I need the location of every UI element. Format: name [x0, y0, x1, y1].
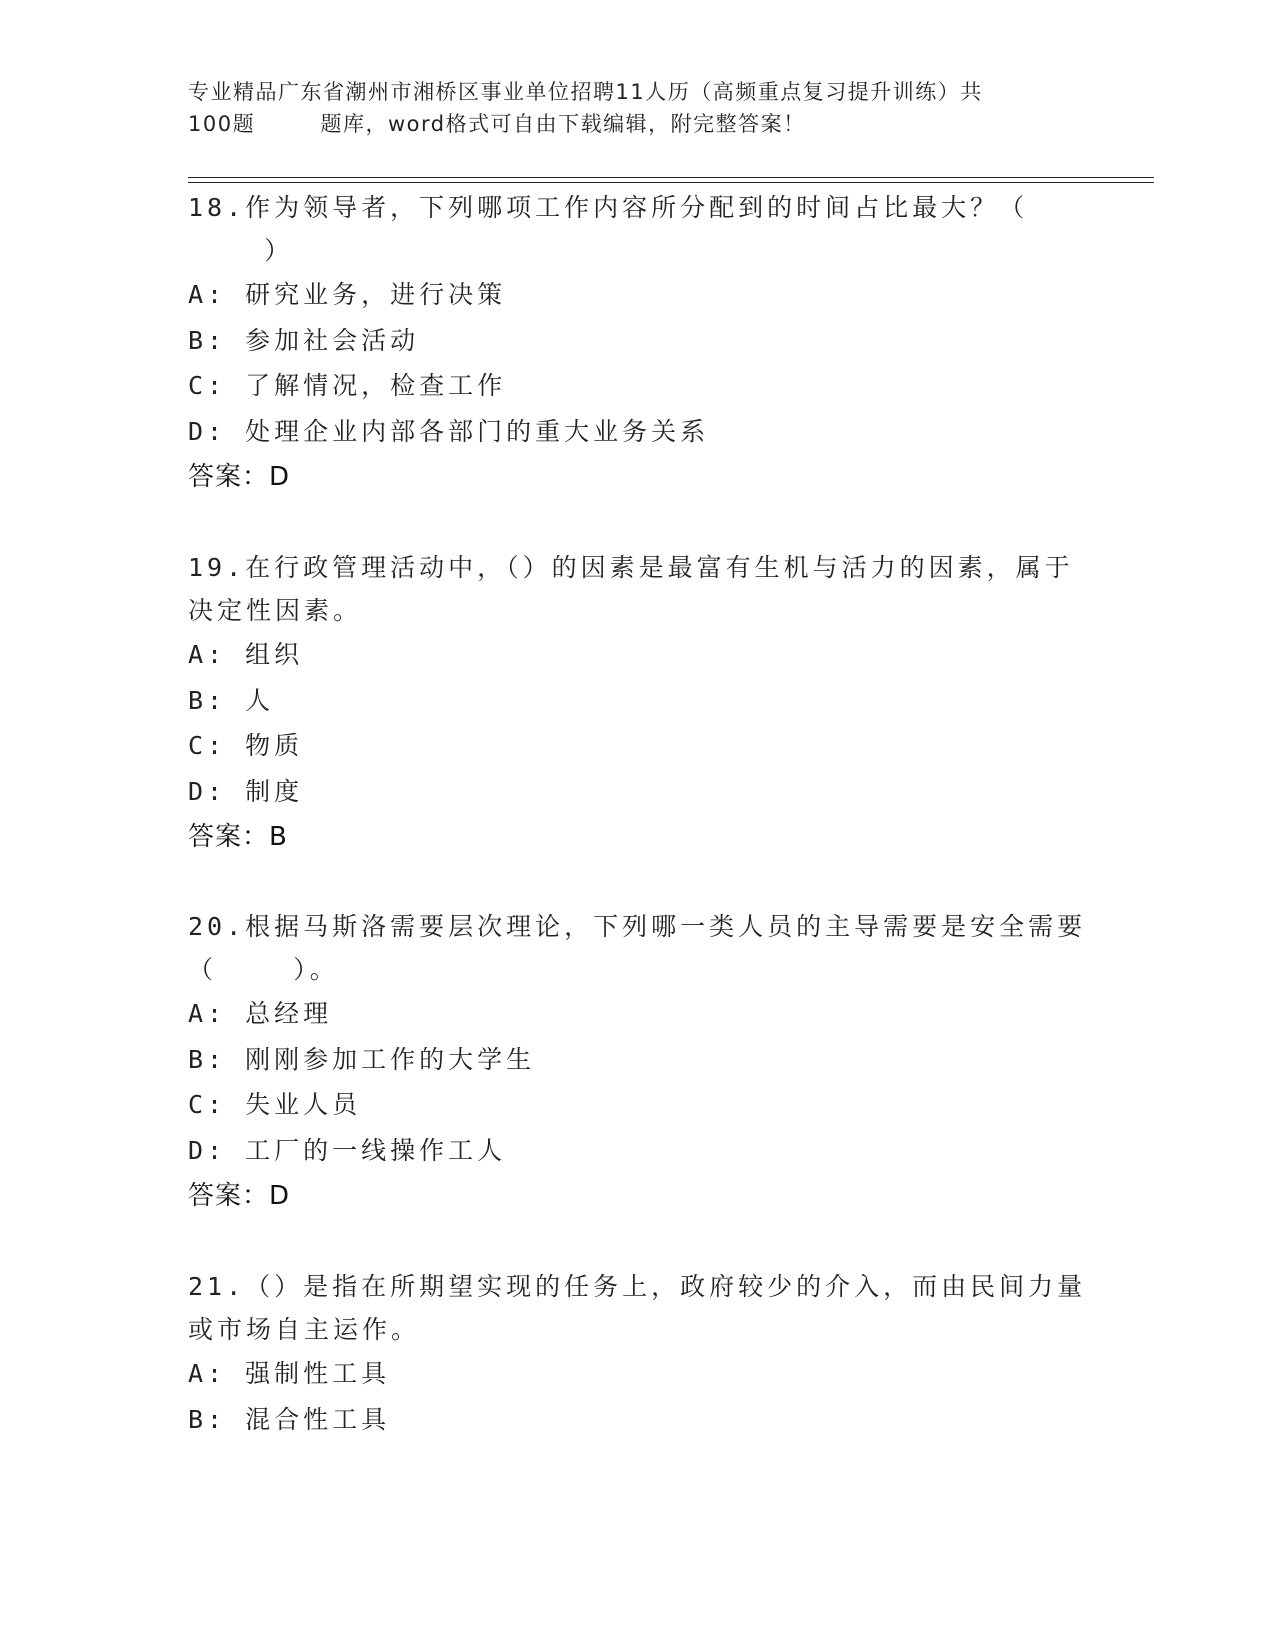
question-stem-line2: （ ）。: [188, 955, 339, 984]
option-b: B: 人: [188, 685, 275, 715]
option-b: B: 参加社会活动: [188, 325, 420, 355]
option-d: D: 制度: [188, 776, 304, 806]
option-d: D: 处理企业内部各部门的重大业务关系: [188, 416, 710, 446]
option-b: B: 刚刚参加工作的大学生: [188, 1044, 536, 1074]
question-stem-line1: 19.在行政管理活动中，（）的因素是最富有生机与活力的因素，属于: [188, 553, 1074, 582]
question-stem-line1: 21.（）是指在所期望实现的任务上，政府较少的介入，而由民间力量: [188, 1272, 1087, 1301]
header-title-line1: 专业精品广东省潮州市湘桥区事业单位招聘11人历（高频重点复习提升训练）共: [188, 80, 983, 104]
question-stem-line2: 决定性因素。: [188, 596, 363, 625]
question-21: [188, 1265, 1088, 1442]
question-stem: [188, 546, 1088, 632]
answer: 答案：B: [188, 822, 288, 852]
question-20: [188, 905, 1088, 1219]
question-18: [188, 186, 1088, 500]
option-c: C: 了解情况，检查工作: [188, 371, 507, 400]
option-a: A: 组织: [188, 640, 304, 669]
option-c: C: 物质: [188, 731, 304, 760]
option-d: D: 工厂的一线操作工人: [188, 1135, 507, 1165]
question-19: [188, 546, 1088, 860]
option-b: B: 混合性工具: [188, 1404, 391, 1434]
question-stem: [188, 186, 1088, 272]
document-header: [188, 76, 1088, 140]
question-stem-line1: 20.根据马斯洛需要层次理论，下列哪一类人员的主导需要是安全需要: [188, 912, 1087, 941]
option-a: A: 强制性工具: [188, 1359, 391, 1388]
question-stem-line2: 或市场自主运作。: [188, 1315, 421, 1344]
header-divider-bottom: [188, 182, 1154, 183]
answer: 答案：D: [188, 462, 291, 492]
option-a: A: 研究业务，进行决策: [188, 280, 507, 309]
question-stem-line1: 18.作为领导者，下列哪项工作内容所分配到的时间占比最大？（: [188, 193, 1029, 222]
header-divider-top: [188, 177, 1154, 178]
option-c: C: 失业人员: [188, 1090, 362, 1119]
header-title-line2: 100题 题库，word格式可自由下载编辑，附完整答案！: [188, 112, 806, 136]
option-a: A: 总经理: [188, 999, 333, 1028]
question-stem-line2: ）: [188, 236, 294, 265]
question-stem: [188, 905, 1088, 991]
answer: 答案：D: [188, 1181, 291, 1211]
question-stem: [188, 1265, 1088, 1351]
